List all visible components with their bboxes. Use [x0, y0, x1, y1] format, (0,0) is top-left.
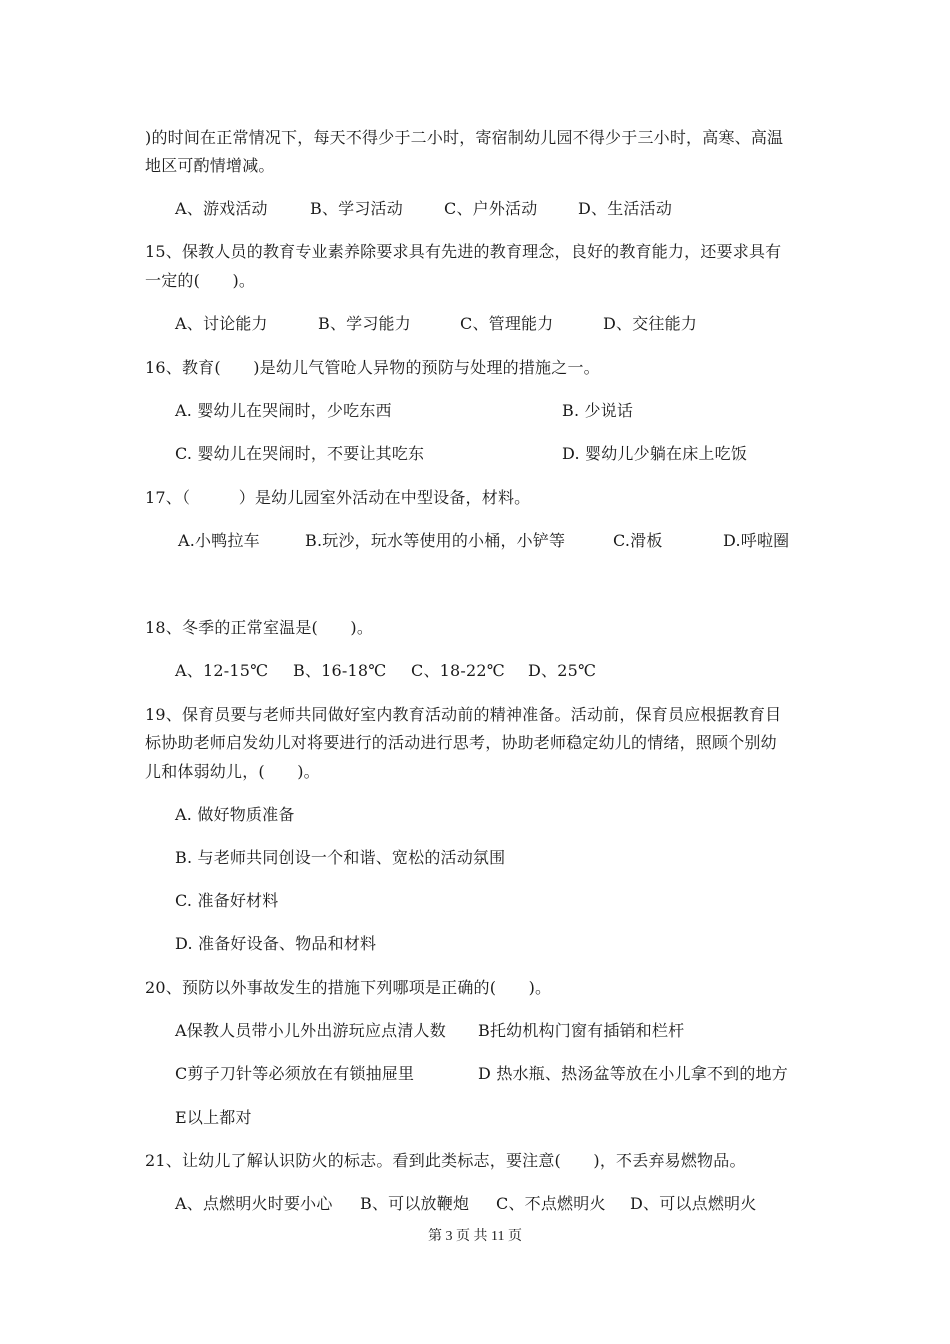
option-a: A.小鸭拉车	[178, 531, 260, 550]
option-d: D、25℃	[528, 661, 597, 680]
q15-line-1: 15、保教人员的教育专业素养除要求具有先进的教育理念，良好的教育能力，还要求具有	[145, 242, 782, 261]
q21-stem: 21、让幼儿了解认识防火的标志。看到此类标志，要注意( )，不丢弃易燃物品。	[145, 1151, 746, 1170]
option-a: A保教人员带小儿外出游玩应点清人数	[175, 1021, 446, 1040]
option-d: D、生活活动	[578, 199, 673, 218]
option-c: C、户外活动	[444, 199, 538, 218]
q19-line-3: 儿和体弱幼儿，( )。	[145, 762, 320, 781]
option-d: D 热水瓶、热汤盆等放在小儿拿不到的地方	[478, 1064, 788, 1083]
option-a: A、讨论能力	[175, 314, 268, 333]
option-c: C、18-22℃	[411, 661, 505, 680]
option-c: C、不点燃明火	[496, 1194, 606, 1213]
q19-line-1: 19、保育员要与老师共同做好室内教育活动前的精神准备。活动前，保育员应根据教育目	[145, 705, 782, 724]
option-d: D、交往能力	[603, 314, 698, 333]
q19-option-c: C. 准备好材料	[175, 891, 279, 910]
q19-option-a: A. 做好物质准备	[175, 805, 295, 824]
option-b: B、可以放鞭炮	[360, 1194, 470, 1213]
option-c: C、管理能力	[460, 314, 554, 333]
option-c: C. 婴幼儿在哭闹时，不要让其吃东	[175, 444, 425, 463]
option-b: B托幼机构门窗有插销和栏杆	[478, 1021, 685, 1040]
option-b: B.玩沙，玩水等使用的小桶，小铲等	[305, 531, 566, 550]
q17-stem: 17、（ ）是幼儿园室外活动在中型设备，材料。	[145, 488, 531, 507]
q20-stem: 20、预防以外事故发生的措施下列哪项是正确的( )。	[145, 978, 552, 997]
option-a: A、12-15℃	[175, 661, 269, 680]
option-d: D、可以点燃明火	[630, 1194, 757, 1213]
option-c: C剪子刀针等必须放在有锁抽屉里	[175, 1064, 415, 1083]
option-d: D.呼啦圈	[723, 531, 790, 550]
option-c: C.滑板	[613, 531, 663, 550]
q19-option-b: B. 与老师共同创设一个和谐、宽松的活动氛围	[175, 848, 506, 867]
page-number-footer: 第 3 页 共 11 页	[428, 1229, 522, 1244]
intro-line-2: 地区可酌情增减。	[145, 156, 275, 175]
option-b: B、学习活动	[310, 199, 403, 218]
q19-option-d: D. 准备好设备、物品和材料	[175, 934, 377, 953]
option-b: B. 少说话	[562, 401, 634, 420]
option-a: A、点燃明火时要小心	[175, 1194, 333, 1213]
q15-line-2: 一定的( )。	[145, 271, 256, 290]
option-a: A、游戏活动	[175, 199, 268, 218]
q20-option-e: E以上都对	[175, 1108, 252, 1127]
option-b: B、学习能力	[318, 314, 411, 333]
option-a: A. 婴幼儿在哭闹时，少吃东西	[175, 401, 392, 420]
q18-stem: 18、冬季的正常室温是( )。	[145, 618, 374, 637]
q16-stem: 16、教育( )是幼儿气管呛人异物的预防与处理的措施之一。	[145, 358, 600, 377]
intro-line-1: )的时间在正常情况下，每天不得少于二小时，寄宿制幼儿园不得少于三小时，高寒、高温	[145, 128, 784, 147]
q19-line-2: 标协助老师启发幼儿对将要进行的活动进行思考，协助老师稳定幼儿的情绪，照顾个别幼	[145, 733, 777, 752]
option-b: B、16-18℃	[293, 661, 387, 680]
option-d: D. 婴幼儿少躺在床上吃饭	[562, 444, 748, 463]
